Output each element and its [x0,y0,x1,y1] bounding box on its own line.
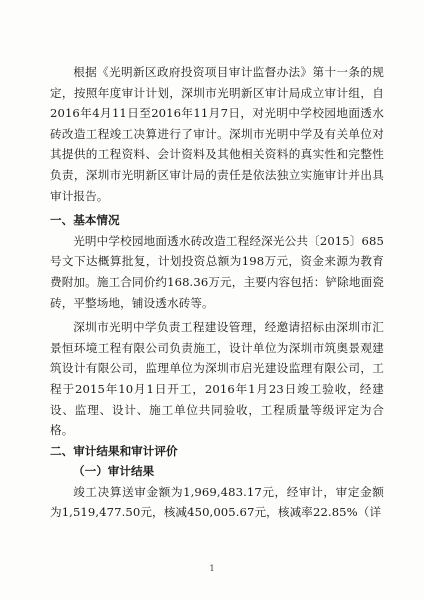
audit-result-paragraph: 竣工决算送审金额为1,969,483.17元，经审计，审定金额为1,519,477.50元，核减450,005.67元，核减率22.85%（详 [50,484,384,520]
page-number: 1 [209,564,215,573]
basic-info-paragraph-1: 光明中学校园地面透水砖改造工程经深光公共〔2015〕685号文下达概算批复，计划投资总额为198万元，资金来源为教育费附加。施工合同价约168.36万元，主要内容包括：铲除地面瓷砖，平整场地，铺设透水砖等。 [50,233,384,310]
section-heading-audit-results: 二、审计结果和审计评价 [50,443,178,458]
intro-paragraph: 根据《光明新区政府投资项目审计监督办法》第十一条的规定，按照年度审计计划，深圳市光明新区审计局成立审计组，自2016年4月11日至2016年11月7日，对光明中学校园地面透水砖改造工程竣工决算进行了审计。深圳市光明中学及有关单位对其提供的工程资料、会计资料及其他相关资料的真实性和完整性负责，深圳市光明新区审计局的责任是依法独立实施审计并出具审计报告。 [50,65,384,203]
subsection-heading-audit-result: （一）审计结果 [73,464,155,479]
section-heading-basic-info: 一、基本情况 [50,213,120,228]
basic-info-paragraph-2: 深圳市光明中学负责工程建设管理，经邀请招标由深圳市汇景恒环境工程有限公司负责施工，设计单位为深圳市筑奥景观建筑设计有限公司，监理单位为深圳市启光建设监理有限公司，工程于2015年10月1日开工，2016年1月23日竣工验收，经建设、监理、设计、施工单位共同验收，工程质量等级评定为合格。 [50,320,384,438]
document-body [50,62,384,523]
